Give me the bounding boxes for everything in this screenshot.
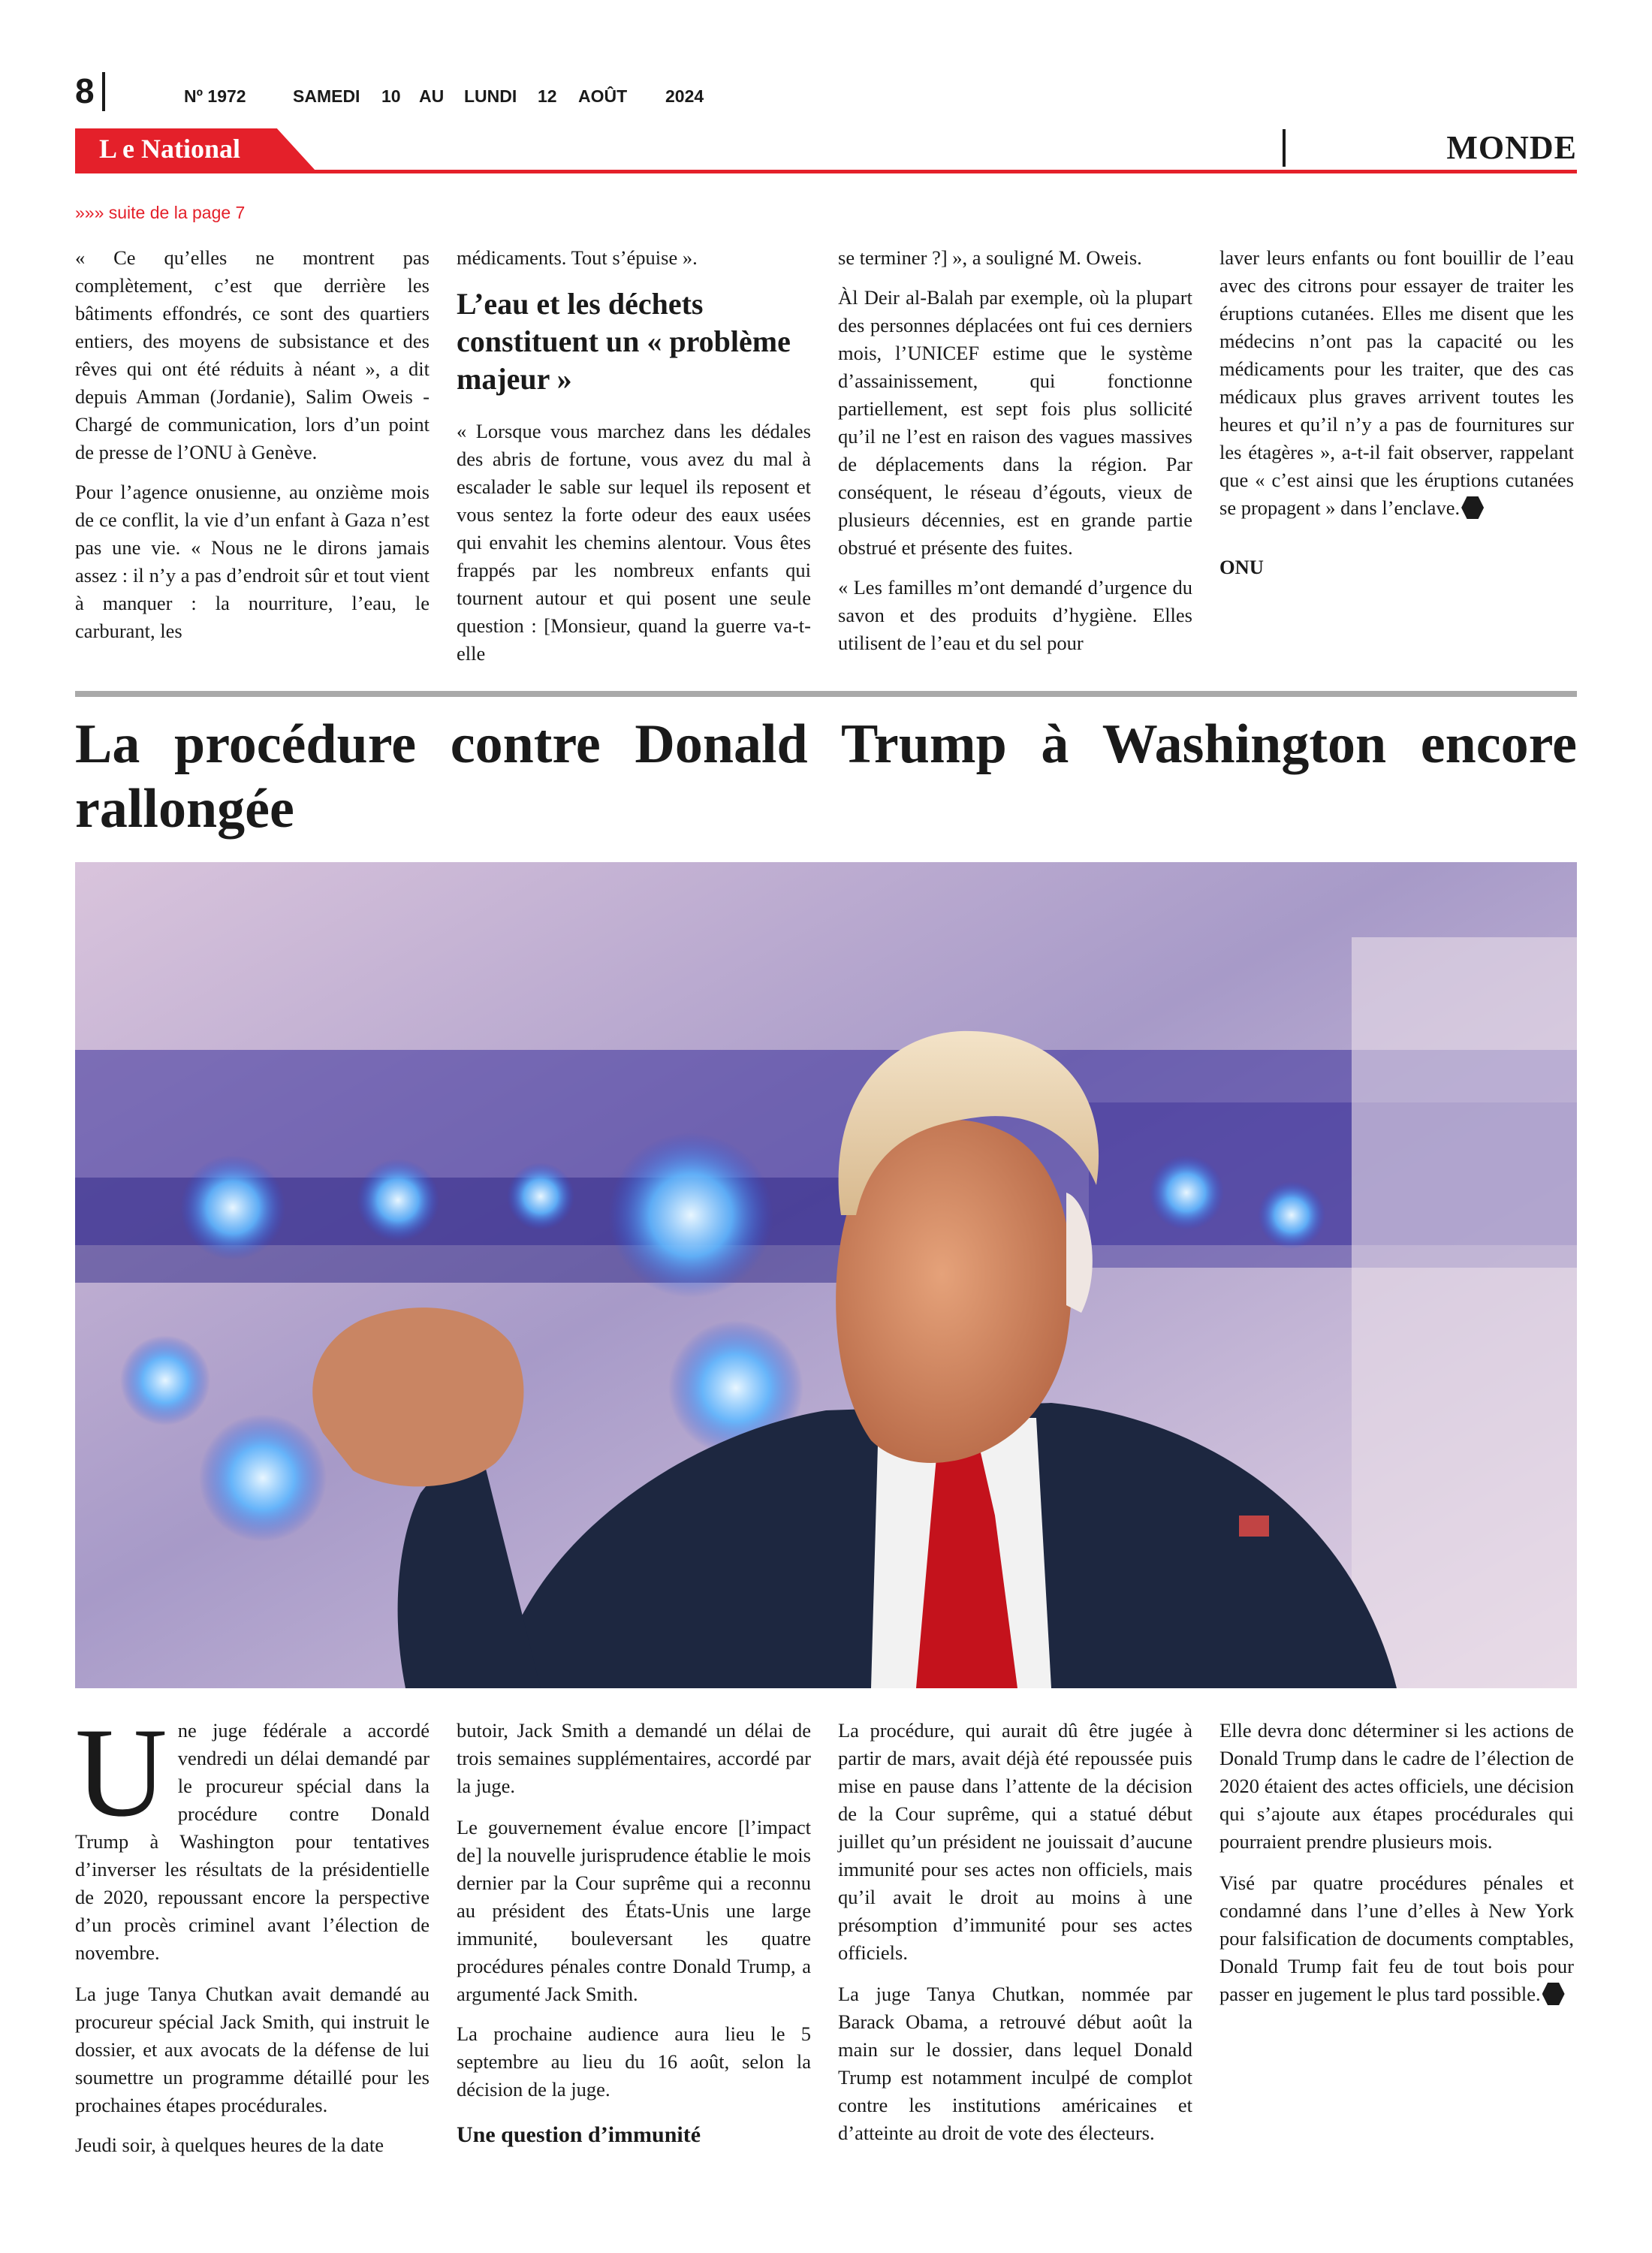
paragraph: La juge Tanya Chutkan, nommée par Barack Obama, a retrouvé début août la main sur le dossier, dans lequel Donald Trump est notamment inculpé de complot contre les institutions américaines et d’atteinte au droit de vote des électeurs. [838,1983,1192,2144]
paragraph: « Les familles m’ont demandé d’urgence du savon et des produits d’hygiène. Elles utilisent de l’eau et du sel pour [838,576,1192,654]
masthead-rule [75,170,1577,173]
paragraph: se terminer ?] », a souligné M. Oweis. [838,246,1142,269]
end-mark-icon [1461,496,1484,519]
paragraph: Jeudi soir, à quelques heures de la date [75,2134,384,2156]
page-number: 8 [75,71,95,110]
paragraph: La prochaine audience aura lieu le 5 septembre au lieu du 16 août, selon la décision de la juge. [457,2022,811,2101]
end-mark-icon [1542,1983,1565,2005]
date-number-start: 10 [381,86,401,106]
paragraph: Pour l’agence onusienne, au onzième mois de ce conflit, la vie d’un enfant à Gaza n’est pas une vie. « Nous ne le dirons jamais assez : il n’y a pas d’endroit sûr et tout vient à manquer : la nourriture, l’eau, le carburant, les [75,481,430,642]
paragraph: « Lorsque vous marchez dans les dédales des abris de fortune, vous avez du mal à escalader le sable sur lequel ils reposent et vous sentez la forte odeur des eaux usées qui envahit les chemins alentour. Vous êtes frappés par les nombreux enfants qui tournent autour et qui posent une seule question : [Monsieur, quand la guerre va-t-elle [457,420,811,665]
date-day-end: LUNDI [464,86,517,106]
main-article-column-3 [838,1717,1192,2159]
paragraph: Le gouvernement évalue encore [l’impact de] la nouvelle jurisprudence établie le mois dernier par la Cour suprême qui a reconnu au président des États-Unis une large immunité, bouleversant les quatre procédures pénales contre Donald Trump, a argumenté Jack Smith. [457,1816,811,2005]
main-article-column-1 [75,1702,430,2171]
top-article-column-1 [75,244,430,657]
paragraph: La juge Tanya Chutkan avait demandé au procureur spécial Jack Smith, qui instruit le dossier, et aux avocats de la défense de lui soumettre un programme détaillé pour les prochaines étapes procédurales. [75,1983,430,2116]
date-year: 2024 [665,86,704,106]
paragraph: médicaments. Tout s’épuise ». [457,246,698,269]
drop-cap: U [75,1702,167,1843]
brand-name: L e National [99,134,241,164]
paragraph: Àl Deir al-Balah par exemple, où la plupart des personnes déplacées ont fui ces derniers mois, l’UNICEF estime que le système d’assainissement, qui fonctionne partiellement, est sept fois plus sollicité qu’il ne l’est en raison des vagues massives de déplacements dans la région. Par conséquent, le réseau d’égouts, vieux de plusieurs décennies, est en grande partie obstrué et présente des fuites. [838,286,1192,559]
main-article-column-4 [1219,1717,1574,2020]
paragraph-text: Visé par quatre procédures pénales et condamné dans l’une d’elles à New York pour falsification de documents comptables, Donald Trump fait feu de tout bois pour passer en jugement le plus tard possible. [1219,1871,1574,2005]
issue-number: Nº 1972 [184,86,246,106]
paragraph: La procédure, qui aurait dû être jugée à partir de mars, avait déjà été repoussée puis mise en pause dans l’attente de la décision de la Cour suprême, qui a statué début juillet qu’un président ne jouissait d’aucune immunité pour ses actes non officiels, mais qu’il avait le droit au moins à une présomption d’immunité pour ses actes officiels. [838,1719,1192,1964]
paragraph [75,1702,430,1967]
continued-from: »»» suite de la page 7 [75,203,246,222]
portrait-photo-icon [75,862,1577,1688]
section-title: MONDE [1446,129,1577,166]
date-day-start: SAMEDI [293,86,360,106]
subheading: Une question d’immunité [457,2122,701,2147]
paragraph: « Ce qu’elles ne montrent pas complètement, c’est que derrière les bâtiments effondrés, ce sont des quartiers entiers, des moyens de subsistance et des rêves qui ont été réduits à néant », a dit depuis Amman (Jordanie), Salim Oweis - Chargé de communication, lors d’un point de presse de l’ONU à Genève. [75,246,430,463]
top-article-column-3 [838,244,1192,669]
paragraph-text: ne juge fédérale a accordé vendredi un délai demandé par le procureur spécial dans la procédure contre Donald Trump à Washington pour tentatives d’inverser les résultats de la présidentielle de 2020, repoussant encore la perspective d’un procès criminel avant l’élection de novembre. [75,1719,430,1964]
top-article-column-2 [457,244,811,680]
article-signature: ONU [1219,556,1264,578]
date-month: AOÛT [578,86,628,106]
article-separator [75,691,1577,697]
top-article-column-4 [1219,244,1574,593]
paragraph [1219,1869,1574,2008]
main-headline: La procédure contre Donald Trump à Washington encore rallongée [75,713,1577,840]
paragraph [1219,244,1574,522]
main-article-column-2 [457,1717,811,2150]
date-number-end: 12 [538,86,557,106]
page-number-divider [102,72,105,111]
article-photo [75,862,1577,1688]
paragraph: butoir, Jack Smith a demandé un délai de trois semaines supplémentaires, accordé par la juge. [457,1719,811,1797]
paragraph-text: laver leurs enfants ou font bouillir de l’eau avec des citrons pour essayer de traiter les éruptions cutanées. Elles me disent que les médecins n’ont pas la capacité ou les médicaments pour les traiter, que des cas médicaux plus graves arrivent toutes les heures et qu’il n’y a pas de fournitures sur les étagères », a-t-il fait observer, rappelant que « c’est ainsi que les éruptions cutanées se propagent » dans l’enclave. [1219,246,1574,519]
subheading: L’eau et les déchets constituent un « problème majeur » [457,287,791,396]
section-divider [1283,129,1286,167]
date-connector: AU [419,86,445,106]
paragraph: Elle devra donc déterminer si les actions de Donald Trump dans le cadre de l’élection de 2020 étaient des actes officiels, une décision qui s’ajoute aux étapes procédurales qui pourraient prendre plusieurs mois. [1219,1719,1574,1853]
